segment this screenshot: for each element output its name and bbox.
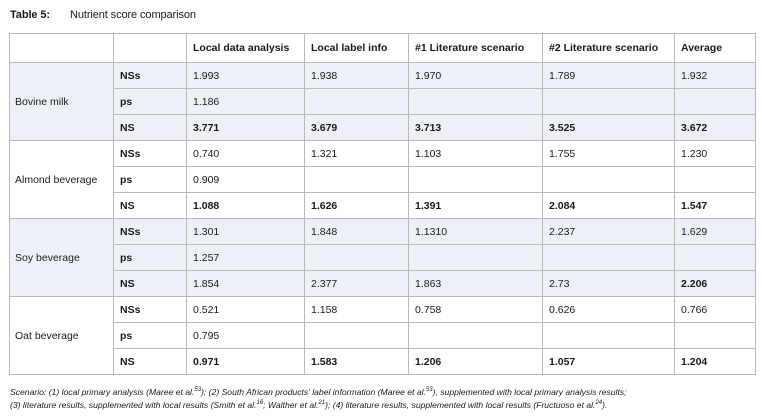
value-cell (543, 245, 675, 271)
table-header-row (10, 34, 756, 63)
table-row (10, 193, 756, 219)
variable-cell: ps (114, 323, 187, 349)
value-cell (305, 89, 409, 115)
variable-cell: NSs (114, 63, 187, 89)
variable-cell: NSs (114, 141, 187, 167)
value-cell: 1.547 (675, 193, 756, 219)
footnote-line-2: (3) literature results, supplemented with local results (Smith et al.$^{16}$; Walther et al.$^{21}$); (4) literature results, supplemented with local results (Fructuoso et al.$^{24}$). (10, 399, 608, 410)
table-row (10, 271, 756, 297)
table-row (10, 167, 756, 193)
value-cell (409, 89, 543, 115)
value-cell (543, 89, 675, 115)
value-cell: 1.1310 (409, 219, 543, 245)
value-cell: 0.909 (187, 167, 305, 193)
header-cell-literature-1: #1 Literature scenario (409, 34, 543, 63)
table-row (10, 63, 756, 89)
value-cell: 1.206 (409, 349, 543, 375)
table-row (10, 219, 756, 245)
variable-cell: ps (114, 245, 187, 271)
value-cell: 2.73 (543, 271, 675, 297)
table-row (10, 115, 756, 141)
variable-cell: NS (114, 193, 187, 219)
table-row (10, 141, 756, 167)
value-cell: 1.993 (187, 63, 305, 89)
value-cell: 0.795 (187, 323, 305, 349)
table-row (10, 297, 756, 323)
group-name-cell: Oat beverage (10, 297, 114, 375)
value-cell: 3.672 (675, 115, 756, 141)
value-cell (305, 245, 409, 271)
value-cell (543, 323, 675, 349)
variable-cell: NS (114, 115, 187, 141)
value-cell (305, 323, 409, 349)
value-cell: 1.158 (305, 297, 409, 323)
variable-cell: NSs (114, 219, 187, 245)
value-cell: 1.789 (543, 63, 675, 89)
value-cell: 1.257 (187, 245, 305, 271)
value-cell: 1.626 (305, 193, 409, 219)
value-cell: 1.391 (409, 193, 543, 219)
value-cell: 1.301 (187, 219, 305, 245)
value-cell: 1.863 (409, 271, 543, 297)
value-cell: 1.938 (305, 63, 409, 89)
table-row (10, 349, 756, 375)
value-cell: 2.237 (543, 219, 675, 245)
table-title: Nutrient score comparison (70, 9, 196, 21)
table-label: Table 5: (10, 9, 50, 21)
table-caption (10, 9, 196, 21)
value-cell: 3.679 (305, 115, 409, 141)
variable-cell: ps (114, 89, 187, 115)
value-cell: 2.206 (675, 271, 756, 297)
value-cell (409, 323, 543, 349)
table-row (10, 323, 756, 349)
table-row (10, 245, 756, 271)
value-cell (675, 89, 756, 115)
variable-cell: NS (114, 349, 187, 375)
value-cell: 3.713 (409, 115, 543, 141)
value-cell: 1.204 (675, 349, 756, 375)
group-name-cell: Bovine milk (10, 63, 114, 141)
variable-cell: ps (114, 167, 187, 193)
value-cell: 2.377 (305, 271, 409, 297)
value-cell: 1.103 (409, 141, 543, 167)
value-cell: 1.629 (675, 219, 756, 245)
header-cell-variable (114, 34, 187, 63)
value-cell (675, 323, 756, 349)
value-cell: 3.525 (543, 115, 675, 141)
value-cell: 2.084 (543, 193, 675, 219)
value-cell: 1.321 (305, 141, 409, 167)
value-cell: 0.740 (187, 141, 305, 167)
header-cell-local-label: Local label info (305, 34, 409, 63)
header-cell-local-data: Local data analysis (187, 34, 305, 63)
group-name-cell: Almond beverage (10, 141, 114, 219)
value-cell (409, 167, 543, 193)
value-cell: 0.626 (543, 297, 675, 323)
footnote-line-1: Scenario: (1) local primary analysis (Maree et al.$^{53}$); (2) South African products' label information (Maree et al.$^{53}$), supplemented with local primary analysis results; (10, 387, 627, 397)
header-cell-average: Average (675, 34, 756, 63)
value-cell: 1.755 (543, 141, 675, 167)
nutrient-score-table (9, 33, 756, 375)
value-cell (305, 167, 409, 193)
group-name-cell: Soy beverage (10, 219, 114, 297)
value-cell: 1.932 (675, 63, 756, 89)
value-cell: 1.057 (543, 349, 675, 375)
variable-cell: NSs (114, 297, 187, 323)
value-cell (675, 167, 756, 193)
value-cell: 1.186 (187, 89, 305, 115)
value-cell: 0.521 (187, 297, 305, 323)
value-cell (409, 245, 543, 271)
value-cell (543, 167, 675, 193)
value-cell: 3.771 (187, 115, 305, 141)
value-cell: 1.230 (675, 141, 756, 167)
table-row (10, 89, 756, 115)
value-cell (675, 245, 756, 271)
value-cell: 0.971 (187, 349, 305, 375)
table-footnote (10, 386, 627, 411)
value-cell: 0.758 (409, 297, 543, 323)
value-cell: 1.583 (305, 349, 409, 375)
value-cell: 1.854 (187, 271, 305, 297)
value-cell: 0.766 (675, 297, 756, 323)
value-cell: 1.970 (409, 63, 543, 89)
variable-cell: NS (114, 271, 187, 297)
value-cell: 1.848 (305, 219, 409, 245)
header-cell-literature-2: #2 Literature scenario (543, 34, 675, 63)
value-cell: 1.088 (187, 193, 305, 219)
header-cell-group (10, 34, 114, 63)
